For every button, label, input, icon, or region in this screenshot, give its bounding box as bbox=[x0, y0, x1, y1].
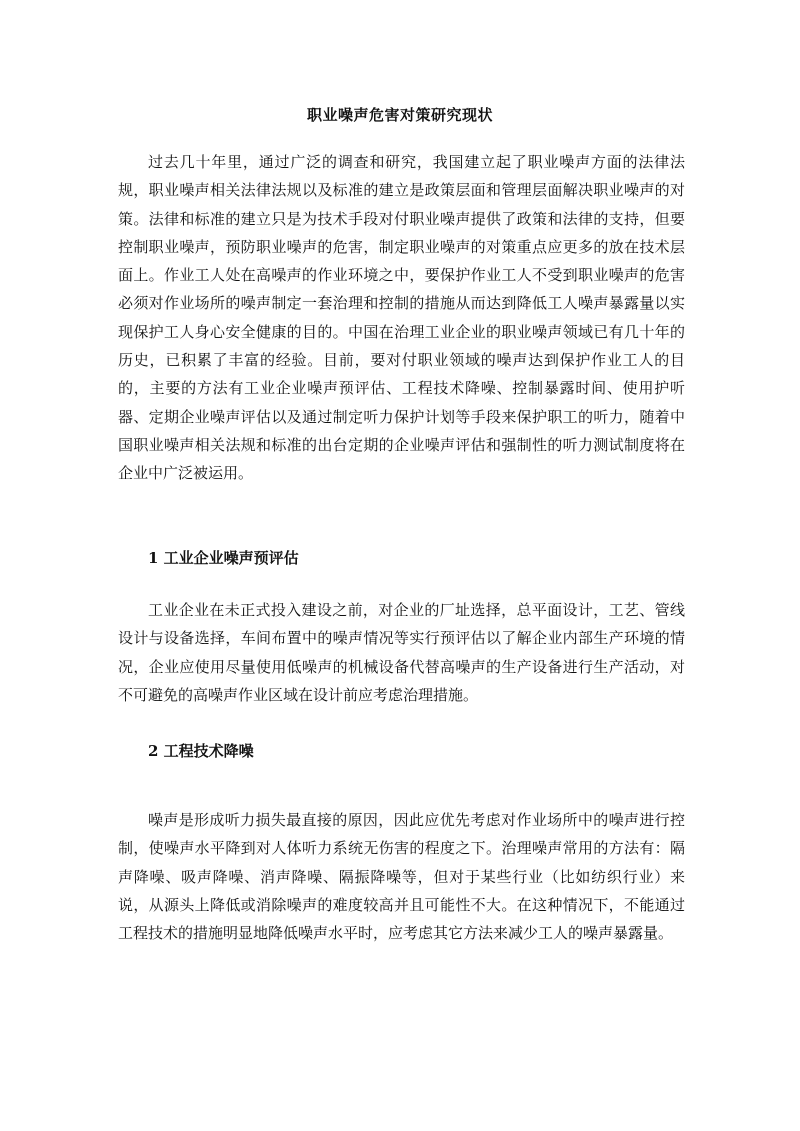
section-heading-1: 1 工业企业噪声预评估 bbox=[148, 549, 299, 567]
intro-paragraph: 过去几十年里，通过广泛的调查和研究，我国建立起了职业噪声方面的法律法规，职业噪声相关法律法规以及标准的建立是政策层面和管理层面解决职业噪声的对策。法律和标准的建立只是为技术手段对付职业噪声提供了政策和法律的支持，但要控制职业噪声，预防职业噪声的危害，制定职业噪声的对策重点应更多的放在技术层面上。作业工人处在高噪声的作业环境之中，要保护作业工人不受到职业噪声的危害必须对作业场所的噪声制定一套治理和控制的措施从而达到降低工人噪声暴露量以实现保护工人身心安全健康的目的。中国在治理工业企业的职业噪声领域已有几十年的历史，已积累了丰富的经验。目前，要对付职业领域的噪声达到保护作业工人的目的，主要的方法有工业企业噪声预评估、工程技术降噪、控制暴露时间、使用护听器、定期企业噪声评估以及通过制定听力保护计划等手段来保护职工的听力，随着中国职业噪声相关法规和标准的出台定期的企业噪声评估和强制性的听力测试制度将在企业中广泛被运用。 bbox=[118, 153, 685, 483]
section-heading-2: 2 工程技术降噪 bbox=[148, 742, 254, 760]
section-2-paragraph: 噪声是形成听力损失最直接的原因，因此应优先考虑对作业场所中的噪声进行控制，使噪声水平降到对人体听力系统无伤害的程度之下。治理噪声常用的方法有：隔声降噪、吸声降噪、消声降噪、隔振降噪等，但对于某些行业（比如纺织行业）来说，从源头上降低或消除噪声的难度较高并且可能性不大。在这种情况下，不能通过工程技术的措施明显地降低噪声水平时，应考虑其它方法来减少工人的噪声暴露量。 bbox=[118, 811, 685, 943]
page-title: 职业噪声危害对策研究现状 bbox=[306, 106, 493, 124]
section-1-paragraph: 工业企业在未正式投入建设之前，对企业的厂址选择，总平面设计，工艺、管线设计与设备选择，车间布置中的噪声情况等实行预评估以了解企业内部生产环境的情况，企业应使用尽量使用低噪声的机械设备代替高噪声的生产设备进行生产活动，对不可避免的高噪声作业区域在设计前应考虑治理措施。 bbox=[118, 601, 685, 704]
